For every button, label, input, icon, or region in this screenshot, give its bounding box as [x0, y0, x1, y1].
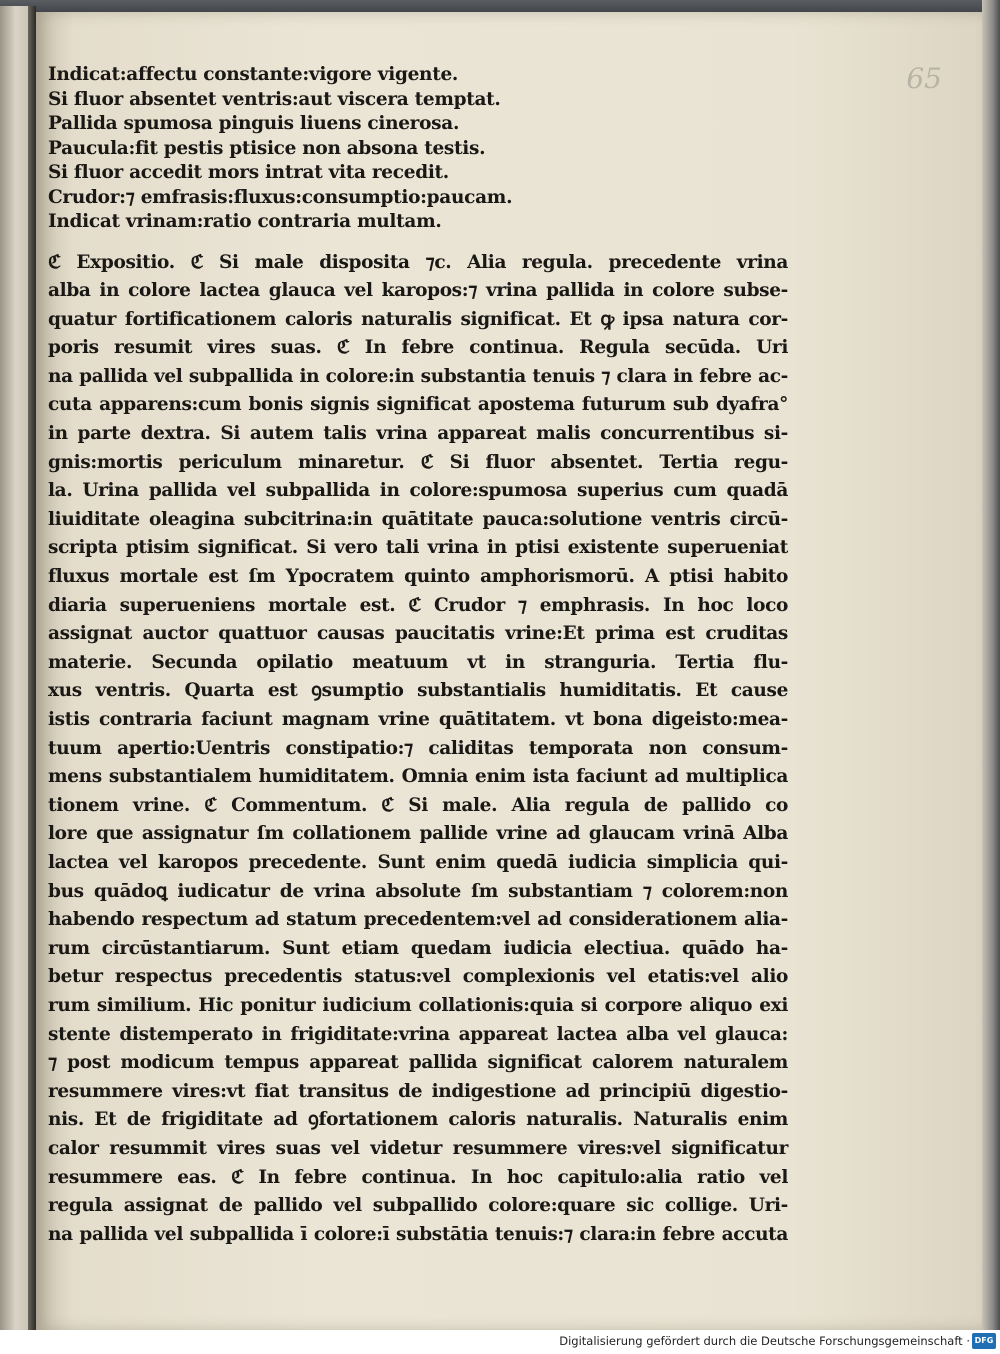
prose-line: la. Urina pallida vel subpallida in colore:spumosa superius cum quadā: [48, 480, 788, 502]
prose-line: poris resumit vires suas. ℭ In febre continua. Regula secūda. Uri: [48, 337, 788, 359]
prose-line: fluxus mortale est ſm Ypocratem quinto amphorismorū. A ptisi habito: [48, 566, 788, 588]
prose-line: bus quādoꝗ iudicatur de vrina absolute ſm substantiam ⁊ colorem:non: [48, 880, 788, 902]
prose-line: alba in colore lactea glauca vel karopos:⁊ vrina pallida in colore subse-: [48, 280, 788, 302]
prose-line: tionem vrine. ℭ Commentum. ℭ Si male. Alia regula de pallido co: [48, 794, 788, 816]
funding-credit: Digitalisierung gefördert durch die Deutsche Forschungsgemeinschaft ·: [559, 1334, 970, 1348]
prose-line: liuiditate oleagina subcitrina:in quātitate pauca:solutione ventris circū-: [48, 508, 788, 530]
page-text: [48, 63, 788, 1249]
verse-line: Pallida spumosa pinguis liuens cinerosa.: [48, 113, 460, 134]
prose-line: cuta apparens:cum bonis signis significat apostema futurum sub dyafra°: [48, 394, 788, 416]
prose-line: resummere eas. ℭ In febre continua. In hoc capitulo:alia ratio vel: [48, 1166, 788, 1188]
prose-line: assignat auctor quattuor causas paucitatis vrine:Et prima est cruditas: [48, 623, 788, 645]
prose-line: regula assignat de pallido vel subpallido colore:quare sic collige. Uri-: [48, 1195, 788, 1217]
verse-line: Indicat vrinam:ratio contraria multam.: [48, 211, 442, 232]
prose-line: stente distemperato in frigiditate:vrina appareat lactea alba vel glauca:: [48, 1023, 788, 1045]
prose-line: ℭ Expositio. ℭ Si male disposita ⁊c. Alia regula. precedente vrina: [48, 251, 788, 273]
prose-line: istis contraria faciunt magnam vrine quātitatem. vt bona digeisto:mea-: [48, 709, 788, 730]
prose-line: resummere vires:vt fiat transitus de indigestione ad principiū digestio-: [48, 1080, 788, 1102]
prose-line: lactea vel karopos precedente. Sunt enim quedā iudicia simplicia qui-: [48, 851, 788, 873]
book-gutter: [28, 6, 36, 1330]
prose-line: habendo respectum ad statum precedentem:vel ad considerationem alia-: [48, 909, 788, 931]
prose-line: diaria superueniens mortale est. ℭ Crudor ⁊ emphrasis. In hoc loco: [48, 594, 788, 616]
prose-line: lore que assignatur ſm collationem pallide vrine ad glaucam vrinā Alba: [48, 823, 788, 845]
prose-line: in parte dextra. Si autem talis vrina appareat malis concurrentibus si-: [48, 423, 788, 445]
verse-line: Indicat:affectu constante:vigore vigente.: [48, 64, 459, 85]
section-gap: [48, 235, 788, 249]
verse-section: [48, 63, 788, 235]
prose-line: betur respectus precedentis status:vel complexionis vel etatis:vel alio: [48, 966, 788, 988]
dfg-logo: DFG: [972, 1333, 996, 1349]
verse-line: Si fluor accedit mors intrat vita recedit.: [48, 162, 449, 183]
prose-line: scripta ptisim significat. Si vero tali vrina in ptisi existente superueniat: [48, 537, 788, 559]
prose-line: xus ventris. Quarta est ꝯsumptio substantialis humiditatis. Et cause: [48, 680, 788, 702]
prose-line: rum circūstantiarum. Sunt etiam quedam iudicia electiua. quādo ha-: [48, 937, 788, 959]
prose-line: nis. Et de frigiditate ad ꝯfortationem caloris naturalis. Naturalis enim: [48, 1109, 788, 1131]
verse-line: Paucula:fit pestis ptisice non absona testis.: [48, 137, 486, 159]
commentary-section: [48, 249, 788, 1250]
prose-line: quatur fortificationem caloris naturalis significat. Et ꝙ ipsa natura cor-: [48, 308, 788, 330]
prose-line: ⁊ post modicum tempus appareat pallida significat calorem naturalem: [48, 1052, 788, 1074]
prose-line: calor resummit vires suas vel videtur resummere vires:vel significatur: [48, 1137, 788, 1159]
prose-line: gnis:mortis periculum minaretur. ℭ Si fluor absentet. Tertia regu-: [48, 451, 788, 473]
folio-number: 65: [906, 62, 942, 95]
prose-line: tuum apertio:Uentris constipatio:⁊ caliditas temporata non consum-: [48, 737, 788, 759]
prose-line: na pallida vel subpallida ī colore:ī substātia tenuis:⁊ clara:in febre accuta: [48, 1223, 788, 1245]
prose-line: na pallida vel subpallida in colore:in substantia tenuis ⁊ clara in febre ac-: [48, 365, 788, 387]
prose-line: mens substantialem humiditatem. Omnia enim ista faciunt ad multiplica: [48, 766, 788, 788]
verse-line: Si fluor absentet ventris:aut viscera temptat.: [48, 88, 501, 110]
verse-line: Crudor:⁊ emfrasis:fluxus:consumptio:paucam.: [48, 186, 513, 208]
prose-line: rum similium. Hic ponitur iudicium collationis:quia si corpore aliquo exi: [48, 994, 788, 1016]
page-stack-edge: [982, 0, 1000, 1330]
digitization-footer: [0, 1330, 1000, 1354]
prose-line: materie. Secunda opilatio meatuum vt in stranguria. Tertia flu-: [48, 651, 788, 673]
